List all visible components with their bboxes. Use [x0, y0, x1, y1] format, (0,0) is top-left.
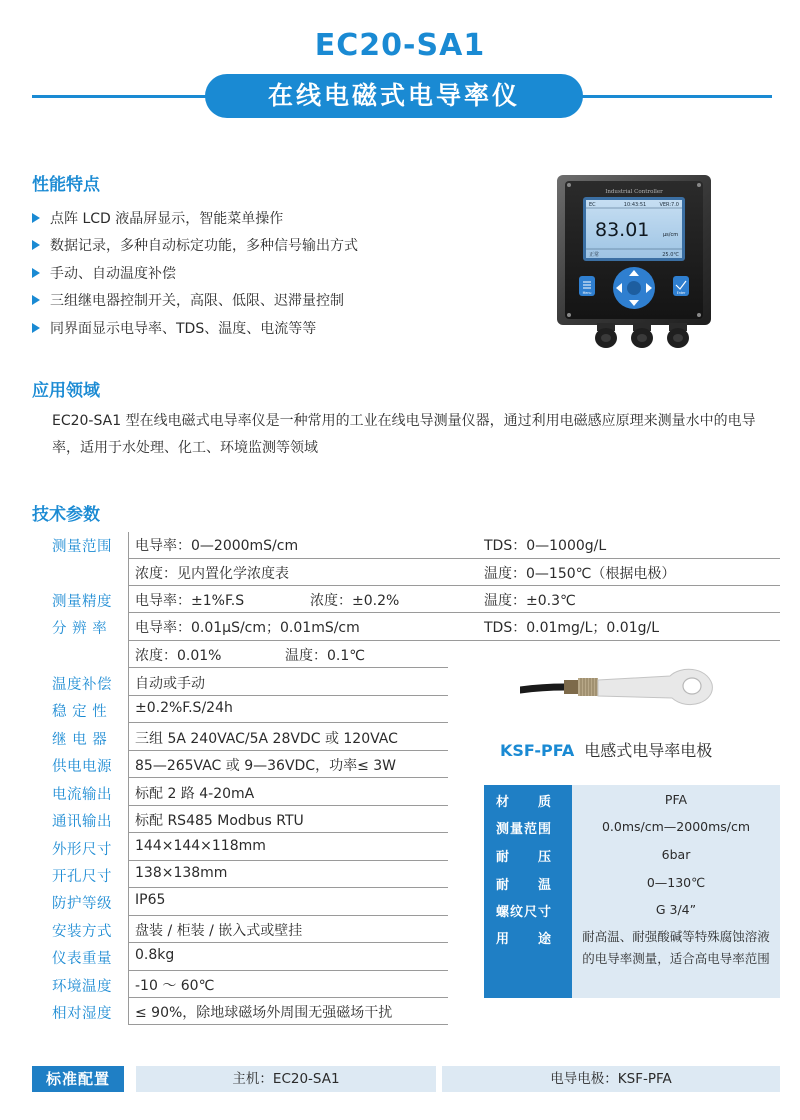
features-heading: 性能特点	[32, 175, 100, 195]
spec-label: 温度补偿	[52, 677, 112, 693]
probe-spec-label: 材 质	[496, 795, 553, 810]
probe-spec-label: 耐 压	[496, 850, 553, 865]
probe-name: 电感式电导率电极	[584, 741, 713, 760]
spec-resolution-tds: TDS：0.01mg/L；0.01g/L	[484, 620, 660, 636]
model-title: EC20-SA1	[314, 28, 486, 63]
spec-resolution-temp: 温度：0.1℃	[285, 648, 365, 664]
spec-label: 稳 定 性	[52, 704, 108, 720]
spec-accuracy-ec: 电导率：±1%F.S	[135, 593, 245, 609]
feature-item: 三组继电器控制开关，高限、低限、迟滞量控制	[32, 287, 358, 315]
menu-label: Menu	[582, 291, 592, 295]
standard-config-bar	[32, 1066, 780, 1092]
probe-spec-value: 6bar	[661, 847, 691, 862]
spec-value: -10 ～ 60℃	[135, 978, 215, 994]
spec-label: 仪表重量	[52, 951, 112, 967]
spec-label: 通讯输出	[52, 814, 112, 830]
spec-label: 继 电 器	[52, 732, 108, 748]
probe-spec-table	[484, 785, 780, 998]
feature-item: 手动、自动温度补偿	[32, 259, 358, 287]
spec-resolution-conc: 浓度：0.01%	[135, 648, 222, 664]
spec-divider	[128, 532, 129, 1024]
probe-spec-value: PFA	[664, 792, 688, 807]
screen-temp: 25.0℃	[662, 252, 679, 258]
probe-spec-label: 耐 温	[496, 878, 553, 893]
screen-version: VER:7.0	[659, 202, 679, 208]
spec-label: 安装方式	[52, 924, 112, 940]
spec-range-conc: 浓度：见内置化学浓度表	[135, 566, 289, 582]
probe-spec-label: 测量范围	[496, 822, 553, 837]
triangle-bullet-icon	[32, 323, 40, 333]
spec-value: 144×144×118mm	[135, 838, 266, 854]
feature-item: 点阵 LCD 液晶屏显示，智能菜单操作	[32, 204, 358, 232]
spec-value: 标配 RS485 Modbus RTU	[135, 813, 304, 829]
spec-label: 相对湿度	[52, 1006, 112, 1022]
screen-reading: 83.01	[595, 219, 650, 241]
spec-range-temp: 温度：0—150℃（根据电极）	[484, 566, 676, 582]
spec-label: 环境温度	[52, 979, 112, 995]
probe-model: KSF-PFA	[500, 741, 575, 760]
panel-title: Industrial Controller	[605, 189, 663, 195]
standard-host: 主机：EC20-SA1	[136, 1066, 436, 1092]
spec-value: 85—265VAC 或 9—36VDC，功率≤ 3W	[135, 758, 397, 774]
triangle-bullet-icon	[32, 240, 40, 250]
screen-mode: EC	[589, 202, 596, 208]
feature-item: 同界面显示电导率、TDS、温度、电流等等	[32, 314, 358, 342]
probe-spec-value: G 3/4”	[655, 902, 697, 917]
triangle-bullet-icon	[32, 268, 40, 278]
probe-heading	[500, 738, 712, 761]
spec-value: IP65	[135, 892, 166, 908]
spec-value: 盘装 / 柜装 / 嵌入式或壁挂	[135, 923, 303, 939]
triangle-bullet-icon	[32, 213, 40, 223]
spec-label: 供电电源	[52, 759, 112, 775]
product-name-banner: 在线电磁式电导率仪	[205, 74, 583, 118]
enter-label: Enter	[676, 291, 686, 295]
features-list	[32, 204, 358, 342]
spec-label: 外形尺寸	[52, 842, 112, 858]
application-description: EC20-SA1 型在线电磁式电导率仪是一种常用的工业在线电导测量仪器，通过利用电磁感应原理来测量水中的电导率，适用于水处理、化工、环境监测等领域	[52, 413, 756, 456]
screen-time: 10:43:51	[623, 202, 647, 208]
spec-label: 开孔尺寸	[52, 869, 112, 885]
spec-value: 三组 5A 240VAC/5A 28VDC 或 120VAC	[135, 731, 398, 747]
triangle-bullet-icon	[32, 295, 40, 305]
probe-spec-value: 0.0ms/cm—2000ms/cm	[601, 819, 751, 834]
spec-label-range: 测量范围	[52, 539, 112, 555]
screen-unit: μs/cm	[663, 232, 679, 238]
standard-electrode: 电导电极：KSF-PFA	[442, 1066, 780, 1092]
spec-range-ec: 电导率：0—2000mS/cm	[135, 538, 299, 554]
probe-spec-label: 螺纹尺寸	[496, 905, 553, 920]
spec-label-accuracy: 测量精度	[52, 594, 112, 610]
spec-resolution-ec: 电导率：0.01μS/cm；0.01mS/cm	[135, 620, 360, 636]
spec-value: 138×138mm	[135, 865, 228, 881]
spec-label: 电流输出	[52, 787, 112, 803]
electrode-probe-image	[520, 660, 720, 716]
feature-item: 数据记录，多种自动标定功能，多种信号输出方式	[32, 232, 358, 260]
spec-value: 标配 2 路 4-20mA	[135, 786, 255, 802]
screen-status: 正常	[589, 252, 600, 258]
spec-accuracy-conc: 浓度：±0.2%	[310, 593, 400, 609]
spec-value: 自动或手动	[135, 676, 205, 692]
spec-value: ≤ 90%，除地球磁场外周围无强磁场干扰	[135, 1005, 393, 1021]
spec-value: ±0.2%F.S/24h	[135, 700, 233, 716]
standard-config-label: 标准配置	[32, 1066, 124, 1092]
probe-spec-label: 用 途	[496, 932, 553, 947]
spec-range-tds: TDS：0—1000g/L	[484, 538, 607, 554]
spec-accuracy-temp: 温度：±0.3℃	[484, 593, 576, 609]
controller-device-image	[555, 173, 713, 353]
spec-label-resolution: 分 辨 率	[52, 621, 108, 637]
application-heading: 应用领域	[32, 381, 100, 401]
spec-value: 0.8kg	[135, 947, 175, 963]
probe-spec-value: 耐高温、耐强酸碱等特殊腐蚀溶液的电导率测量，适合高电导率范围	[582, 929, 770, 966]
specs-heading: 技术参数	[32, 505, 100, 525]
spec-label: 防护等级	[52, 896, 112, 912]
probe-spec-value: 0—130℃	[646, 875, 706, 890]
